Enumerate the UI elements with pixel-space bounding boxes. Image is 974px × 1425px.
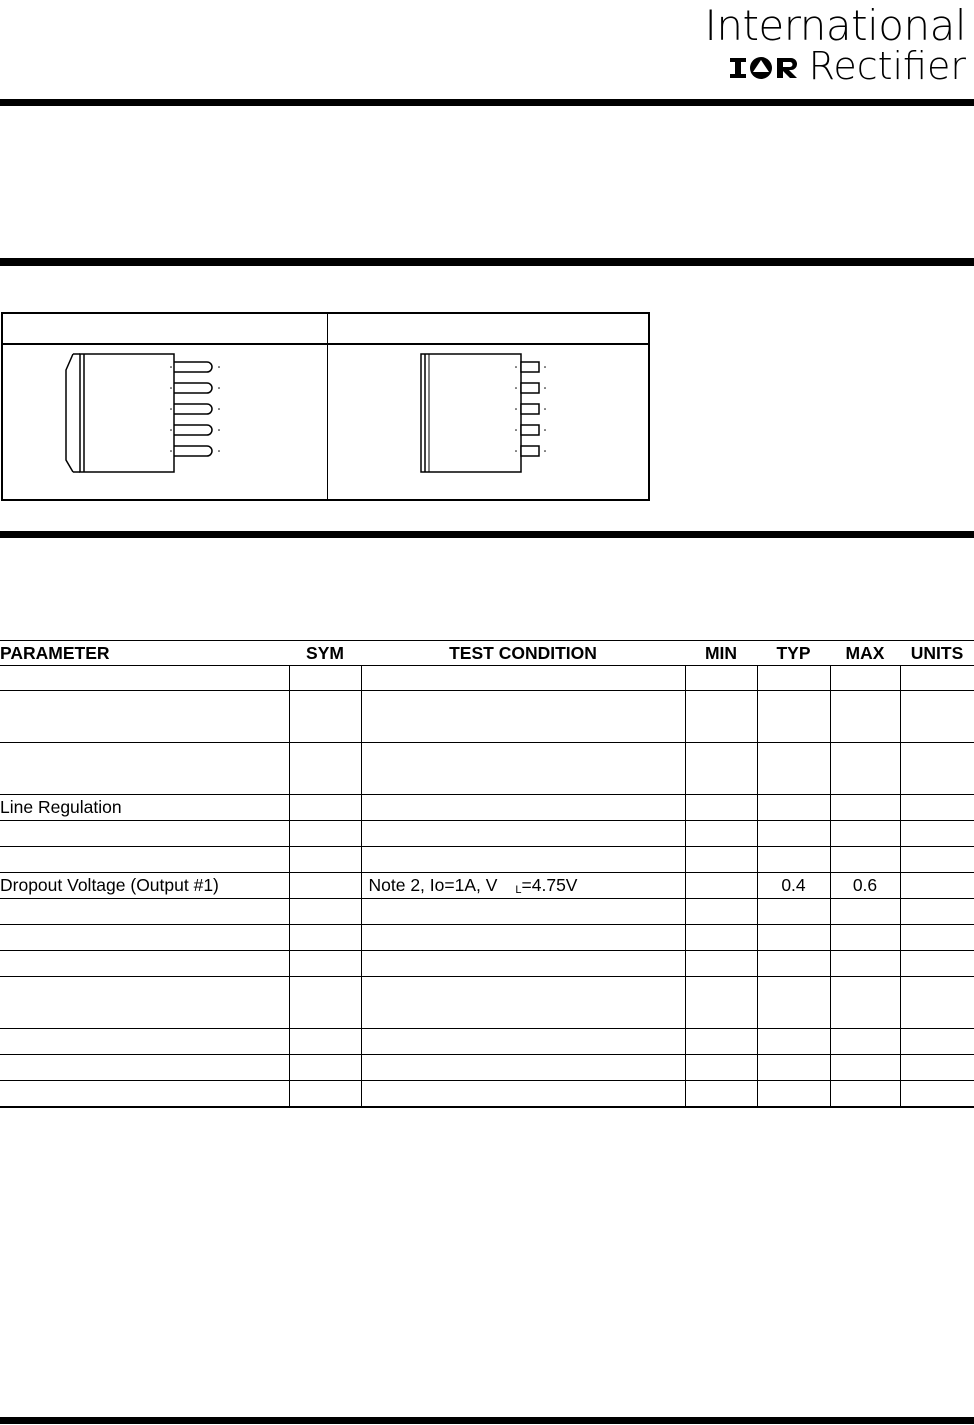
typ-cell <box>757 1029 830 1055</box>
units-cell <box>900 821 974 847</box>
condition-cell <box>361 1029 685 1055</box>
condition-cell <box>361 795 685 821</box>
max-cell <box>830 795 900 821</box>
max-cell <box>830 1081 900 1107</box>
sym-cell <box>289 821 361 847</box>
max-cell <box>830 847 900 873</box>
table-row <box>0 821 974 847</box>
table-row <box>0 977 974 1029</box>
min-cell <box>685 1029 757 1055</box>
typ-cell <box>757 666 830 691</box>
sym-cell <box>289 1029 361 1055</box>
min-cell <box>685 691 757 743</box>
param-cell <box>0 899 289 925</box>
typ-cell <box>757 691 830 743</box>
typ-cell <box>757 1055 830 1081</box>
package-outline-box <box>1 312 650 501</box>
units-cell <box>900 1081 974 1107</box>
max-cell <box>830 925 900 951</box>
condition-cell <box>361 1081 685 1107</box>
units-cell <box>900 951 974 977</box>
units-cell <box>900 873 974 899</box>
table-header-row <box>0 641 974 666</box>
table-row <box>0 925 974 951</box>
min-cell <box>685 977 757 1029</box>
sym-cell <box>289 666 361 691</box>
condition-cell <box>361 691 685 743</box>
param-cell <box>0 691 289 743</box>
table-row <box>0 873 974 899</box>
condition-cell <box>361 951 685 977</box>
param-cell <box>0 666 289 691</box>
max-cell <box>830 743 900 795</box>
logo-text-international: International <box>704 1 966 50</box>
param-cell <box>0 951 289 977</box>
logo-text-rectifier: Rectifier <box>808 44 966 88</box>
typ-cell <box>757 925 830 951</box>
units-cell <box>900 925 974 951</box>
sym-cell <box>289 1055 361 1081</box>
condition-subscript: L <box>515 884 522 896</box>
max-cell <box>830 821 900 847</box>
units-cell <box>900 1029 974 1055</box>
sym-cell <box>289 899 361 925</box>
condition-cell <box>361 899 685 925</box>
table-row <box>0 899 974 925</box>
units-cell <box>900 666 974 691</box>
max-cell <box>830 691 900 743</box>
condition-text: Note 2, Io=1A, V <box>368 875 498 895</box>
typ-cell <box>757 951 830 977</box>
max-cell <box>830 899 900 925</box>
condition-cell <box>361 1055 685 1081</box>
max-cell <box>830 666 900 691</box>
section-rule-2 <box>0 531 974 538</box>
ior-logo-mark-icon <box>729 51 803 81</box>
table-row <box>0 951 974 977</box>
units-cell <box>900 743 974 795</box>
min-cell <box>685 1055 757 1081</box>
condition-tail: =4.75V <box>521 875 578 895</box>
param-cell <box>0 1055 289 1081</box>
param-cell <box>0 743 289 795</box>
d2pak-package-drawing-icon <box>415 348 555 474</box>
electrical-characteristics-table <box>0 640 974 1108</box>
section-rule-1 <box>0 258 974 266</box>
condition-cell <box>361 977 685 1029</box>
table-row <box>0 1055 974 1081</box>
table-row <box>0 847 974 873</box>
table-row <box>0 1081 974 1107</box>
typ-cell <box>757 795 830 821</box>
condition-cell <box>361 925 685 951</box>
condition-cell <box>361 821 685 847</box>
package-box-header <box>3 314 648 345</box>
min-cell <box>685 925 757 951</box>
min-cell <box>685 847 757 873</box>
header-min: MIN <box>685 641 757 666</box>
table-row <box>0 795 974 821</box>
sym-cell <box>289 977 361 1029</box>
param-cell <box>0 925 289 951</box>
table-row <box>0 691 974 743</box>
to220-package-drawing-icon <box>63 348 233 474</box>
package-box-divider <box>327 314 328 499</box>
sym-cell <box>289 873 361 899</box>
param-cell: Line Regulation <box>0 795 289 821</box>
header-max: MAX <box>830 641 900 666</box>
sym-cell <box>289 1081 361 1107</box>
typ-cell <box>757 847 830 873</box>
typ-cell <box>757 899 830 925</box>
param-cell <box>0 821 289 847</box>
units-cell <box>900 977 974 1029</box>
min-cell <box>685 743 757 795</box>
company-logo <box>704 1 966 88</box>
typ-cell <box>757 1081 830 1107</box>
param-cell <box>0 1081 289 1107</box>
param-cell <box>0 847 289 873</box>
units-cell <box>900 691 974 743</box>
sym-cell <box>289 743 361 795</box>
max-cell <box>830 951 900 977</box>
max-cell <box>830 1029 900 1055</box>
sym-cell <box>289 795 361 821</box>
condition-cell <box>361 873 685 899</box>
min-cell <box>685 951 757 977</box>
sym-cell <box>289 691 361 743</box>
typ-cell <box>757 743 830 795</box>
param-cell <box>0 1029 289 1055</box>
sym-cell <box>289 925 361 951</box>
header-parameter: PARAMETER <box>0 641 289 666</box>
typ-cell: 0.4 <box>757 873 830 899</box>
min-cell <box>685 899 757 925</box>
sym-cell <box>289 847 361 873</box>
min-cell <box>685 1081 757 1107</box>
max-cell <box>830 1055 900 1081</box>
max-cell: 0.6 <box>830 873 900 899</box>
sym-cell <box>289 951 361 977</box>
header-typ: TYP <box>757 641 830 666</box>
header-rule <box>0 99 974 106</box>
param-cell <box>0 977 289 1029</box>
units-cell <box>900 899 974 925</box>
param-cell: Dropout Voltage (Output #1) <box>0 873 289 899</box>
typ-cell <box>757 977 830 1029</box>
condition-cell <box>361 666 685 691</box>
header-units: UNITS <box>900 641 974 666</box>
table-row <box>0 666 974 691</box>
units-cell <box>900 795 974 821</box>
min-cell <box>685 873 757 899</box>
typ-cell <box>757 821 830 847</box>
units-cell <box>900 1055 974 1081</box>
footer-rule <box>0 1417 974 1424</box>
min-cell <box>685 821 757 847</box>
table-row <box>0 743 974 795</box>
min-cell <box>685 795 757 821</box>
max-cell <box>830 977 900 1029</box>
min-cell <box>685 666 757 691</box>
condition-cell <box>361 847 685 873</box>
header-sym: SYM <box>289 641 361 666</box>
condition-cell <box>361 743 685 795</box>
units-cell <box>900 847 974 873</box>
table-row <box>0 1029 974 1055</box>
header-test-condition: TEST CONDITION <box>361 641 685 666</box>
